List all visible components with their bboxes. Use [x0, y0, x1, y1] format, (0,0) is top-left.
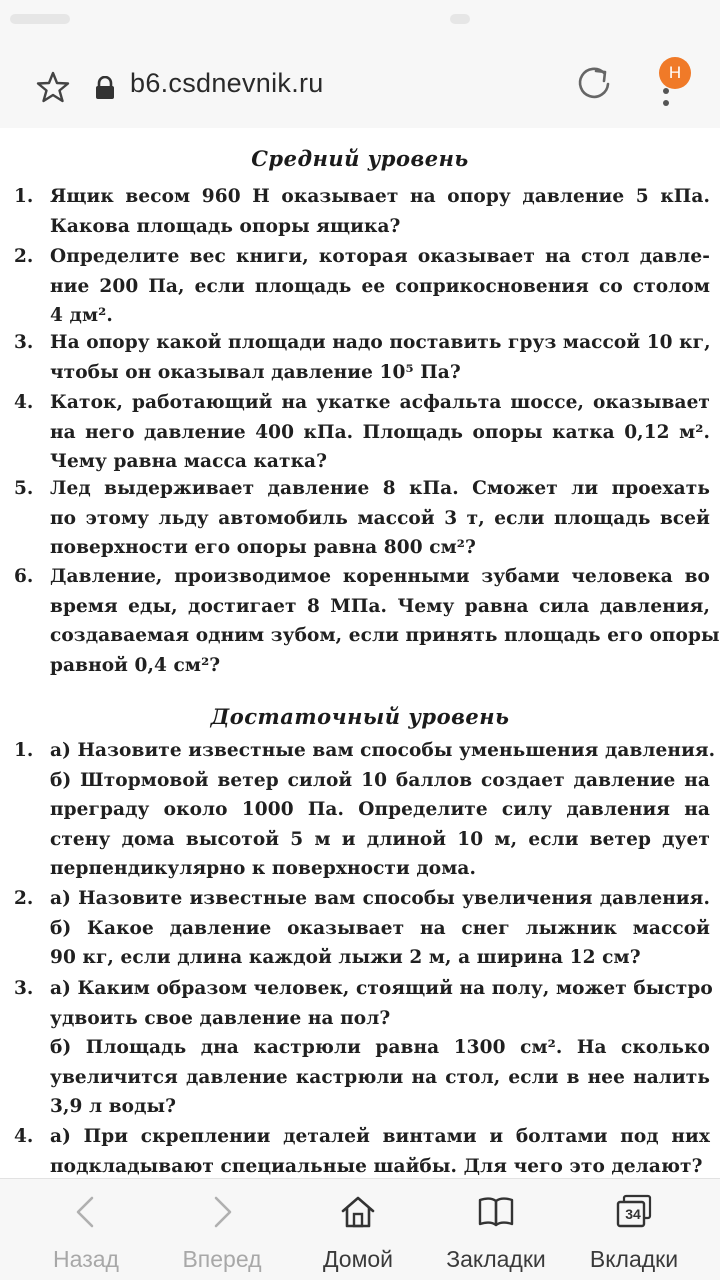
status-bar-blur	[450, 14, 470, 24]
task-number: 2.	[14, 246, 34, 267]
task-line: а) Каким образом человек, стоящий на полу, может быстро	[50, 978, 713, 999]
chevron-left-icon	[66, 1192, 106, 1232]
task-line: б) Какое давление оказывает на снег лыжник массой	[50, 917, 710, 939]
status-bar-blur	[10, 14, 70, 24]
task-line: удвоить свое давление на пол?	[50, 1007, 391, 1029]
tabs-count: 34	[625, 1206, 641, 1222]
task-line: время еды, достигает 8 МПа. Чему равна сила давления,	[50, 595, 710, 617]
task-line: перпендикулярно к поверхности дома.	[50, 858, 477, 879]
task-number: 3.	[14, 978, 34, 999]
task-line: создаваемая одним зубом, если принять площадь его опоры	[50, 625, 720, 646]
task-text	[50, 1122, 710, 1178]
task-number: 3.	[14, 332, 34, 353]
task-line: равной 0,4 см²?	[50, 654, 221, 676]
task-line: а) Назовите известные вам способы уменьшения давления.	[50, 740, 716, 761]
section-title: Достаточный уровень	[210, 704, 510, 729]
task-text	[50, 242, 710, 331]
book-icon	[476, 1192, 516, 1232]
task-line: Чему равна масса катка?	[50, 451, 328, 472]
task-line: ние 200 Па, если площадь ее соприкосновения со столом	[50, 275, 710, 297]
task-line: 4 дм².	[50, 305, 113, 326]
task-line: на него давление 400 кПа. Площадь опоры катка 0,12 м².	[50, 421, 710, 443]
task-text	[50, 328, 710, 387]
home-label: Домой	[322, 1246, 394, 1272]
task-line: На опору какой площади надо поставить груз массой 10 кг,	[50, 332, 711, 353]
bookmark-star-icon[interactable]	[36, 70, 70, 104]
task-line: увеличится давление кастрюли на стол, если в нее налить	[50, 1066, 710, 1088]
task-line: 3,9 л воды?	[50, 1096, 177, 1117]
back-button[interactable]	[16, 1192, 156, 1272]
task-line: по этому льду автомобиль массой 3 т, если площадь всей	[50, 507, 710, 529]
task-line: б) Площадь дна кастрюли равна 1300 см². На сколько	[50, 1037, 710, 1058]
task-text	[50, 562, 720, 680]
task-line: Каток, работающий на укатке асфальта шоссе, оказывает	[50, 392, 710, 413]
task-line: поверхности его опоры равна 800 см²?	[50, 537, 476, 558]
task-line: Давление, производимое коренными зубами человека во	[50, 566, 710, 587]
task-text	[50, 388, 710, 477]
task-line: а) Назовите известные вам способы увеличения давления.	[50, 888, 710, 909]
url-text[interactable]: b6.csdnevnik.ru	[130, 68, 324, 98]
task-text	[50, 884, 710, 973]
reload-icon[interactable]	[574, 64, 614, 104]
task-number: 1.	[14, 740, 34, 761]
chevron-right-icon	[202, 1192, 242, 1232]
task-text	[50, 974, 713, 1122]
task-line: преграду около 1000 Па. Определите силу давления на	[50, 799, 710, 820]
bookmarks-button[interactable]	[426, 1192, 566, 1272]
task-text	[50, 182, 710, 241]
task-number: 4.	[14, 392, 34, 413]
home-icon	[338, 1192, 378, 1232]
task-number: 5.	[14, 478, 34, 499]
home-button[interactable]	[288, 1192, 428, 1272]
tabs-button[interactable]	[564, 1192, 704, 1272]
tabs-label: Вкладки	[589, 1246, 679, 1272]
status-bar	[0, 0, 720, 40]
task-line: подкладывают специальные шайбы. Для чего это делают?	[50, 1155, 703, 1177]
task-text	[50, 736, 716, 884]
page-content	[0, 128, 720, 1178]
back-label: Назад	[53, 1246, 119, 1272]
task-line: стену дома высотой 5 м и длиной 10 м, если ветер дует	[50, 828, 710, 850]
task-text	[50, 474, 710, 563]
task-line: Какова площадь опоры ящика?	[50, 215, 401, 237]
notification-badge[interactable]: H	[659, 57, 691, 89]
bookmarks-label: Закладки	[446, 1246, 546, 1272]
forward-label: Вперед	[182, 1246, 262, 1272]
task-line: б) Штормовой ветер силой 10 баллов создает давление на	[50, 769, 710, 791]
task-line: а) При скреплении деталей винтами и болтами под них	[50, 1126, 710, 1147]
task-line: Лед выдерживает давление 8 кПа. Сможет ли проехать	[50, 478, 710, 499]
task-line: Определите вес книги, которая оказывает на стол давле-	[50, 246, 710, 267]
task-number: 6.	[14, 566, 34, 587]
task-line: чтобы он оказывал давление 10⁵ Па?	[50, 361, 461, 383]
task-line: 90 кг, если длина каждой лыжи 2 м, а ширина 12 см?	[50, 947, 641, 968]
task-number: 2.	[14, 888, 34, 909]
task-number: 4.	[14, 1126, 34, 1147]
section-title: Средний уровень	[251, 146, 469, 171]
task-line: Ящик весом 960 Н оказывает на опору давление 5 кПа.	[50, 186, 710, 207]
lock-icon	[94, 76, 116, 100]
forward-button[interactable]	[152, 1192, 292, 1272]
task-number: 1.	[14, 186, 34, 207]
